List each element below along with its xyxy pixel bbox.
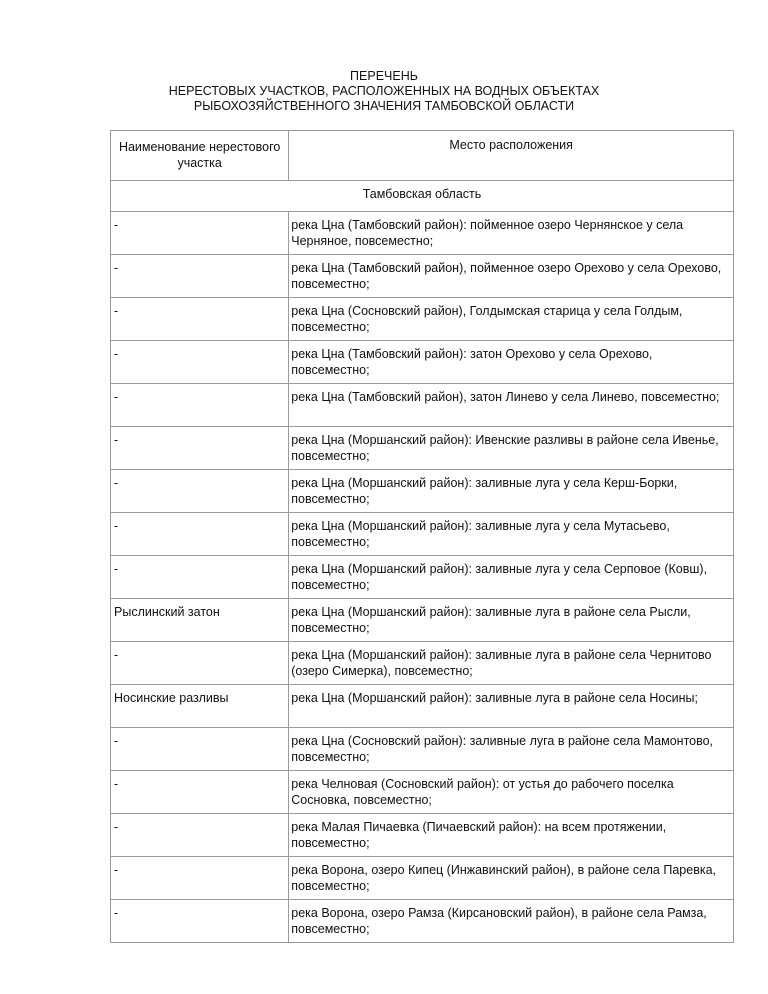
site-name-cell: - [111,642,289,685]
table-row [111,685,734,728]
table-row [111,857,734,900]
table-row [111,341,734,384]
site-name-cell: - [111,384,289,427]
header-name-column: Наименование нерестового участка [111,131,289,181]
site-name-cell: - [111,857,289,900]
table-row [111,427,734,470]
site-name-cell: - [111,556,289,599]
site-location-cell: река Цна (Моршанский район): заливные луга у села Серповое (Ковш), повсеместно; [289,556,734,599]
site-name-cell: Носинские разливы [111,685,289,728]
site-name-cell: - [111,212,289,255]
region-row [111,181,734,212]
site-location-cell: река Цна (Моршанский район): заливные луга в районе села Рысли, повсеместно; [289,599,734,642]
site-location-cell: река Цна (Моршанский район): заливные луга у села Мутасьево, повсеместно; [289,513,734,556]
site-name-cell: - [111,728,289,771]
site-location-cell: река Цна (Тамбовский район): пойменное озеро Чернянское у села Черняное, повсеместно; [289,212,734,255]
title-line-3: РЫБОХОЗЯЙСТВЕННОГО ЗНАЧЕНИЯ ТАМБОВСКОЙ ОБЛАСТИ [193,99,575,113]
table-row [111,599,734,642]
site-name-cell: - [111,900,289,943]
table-row [111,298,734,341]
site-name-cell: - [111,814,289,857]
header-location-column: Место расположения [289,131,734,181]
site-location-cell: река Цна (Сосновский район): заливные луга в районе села Мамонтово, повсеместно; [289,728,734,771]
site-location-cell: река Цна (Тамбовский район): затон Орехово у села Орехово, повсеместно; [289,341,734,384]
site-location-cell: река Цна (Тамбовский район), затон Линево у села Линево, повсеместно; [289,384,734,427]
site-location-cell: река Ворона, озеро Кипец (Инжавинский район), в районе села Паревка, повсеместно; [289,857,734,900]
table-row [111,642,734,685]
table-row [111,771,734,814]
site-location-cell: река Цна (Моршанский район): заливные луга в районе села Носины; [289,685,734,728]
table-row [111,900,734,943]
title-line-1: ПЕРЕЧЕНЬ [350,69,418,83]
site-location-cell: река Цна (Моршанский район): заливные луга в районе села Чернитово (озеро Симерка), повсеместно; [289,642,734,685]
table-row [111,814,734,857]
table-row [111,212,734,255]
site-name-cell: - [111,255,289,298]
site-name-cell: Рыслинский затон [111,599,289,642]
table-row [111,513,734,556]
table-row [111,255,734,298]
site-name-cell: - [111,771,289,814]
spawning-sites-table [110,130,734,943]
site-name-cell: - [111,470,289,513]
site-location-cell: река Цна (Сосновский район), Голдымская старица у села Голдым, повсеместно; [289,298,734,341]
site-name-cell: - [111,341,289,384]
site-location-cell: река Ворона, озеро Рамза (Кирсановский район), в районе села Рамза, повсеместно; [289,900,734,943]
table-row [111,556,734,599]
site-location-cell: река Цна (Тамбовский район), пойменное озеро Орехово у села Орехово, повсеместно; [289,255,734,298]
title-line-2: НЕРЕСТОВЫХ УЧАСТКОВ, РАСПОЛОЖЕННЫХ НА ВОДНЫХ ОБЪЕКТАХ [168,84,600,98]
site-name-cell: - [111,298,289,341]
region-label: Тамбовская область [111,181,734,212]
site-location-cell: река Цна (Моршанский район): заливные луга у села Керш-Борки, повсеместно; [289,470,734,513]
table-row [111,728,734,771]
site-location-cell: река Цна (Моршанский район): Ивенские разливы в районе села Ивенье, повсеместно; [289,427,734,470]
site-location-cell: река Челновая (Сосновский район): от устья до рабочего поселка Сосновка, повсеместно; [289,771,734,814]
table-row [111,470,734,513]
site-name-cell: - [111,427,289,470]
table-row [111,384,734,427]
site-name-cell: - [111,513,289,556]
table-header-row [111,131,734,181]
site-location-cell: река Малая Пичаевка (Пичаевский район): на всем протяжении, повсеместно; [289,814,734,857]
document-title [0,69,768,114]
